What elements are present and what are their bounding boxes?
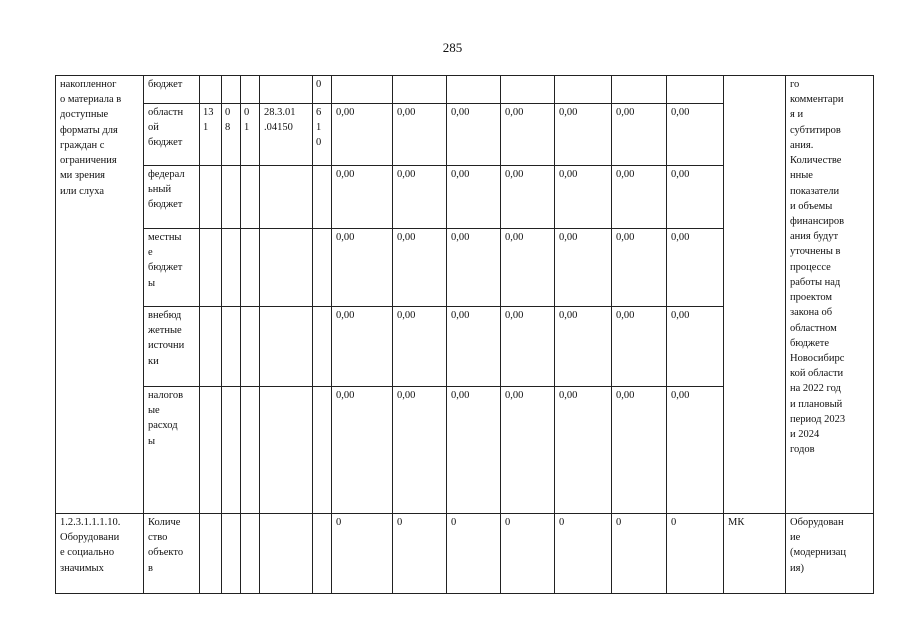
code-pr-cell	[241, 166, 260, 229]
value-cell	[667, 76, 724, 104]
value-cell: 0,00	[332, 307, 393, 387]
funding-source-cell: областн ой бюджет	[144, 104, 200, 166]
value-cell: 0,00	[612, 104, 667, 166]
code-pr-cell: 0 1	[241, 104, 260, 166]
code-grbs-cell	[200, 166, 222, 229]
value-cell: 0,00	[332, 387, 393, 514]
code-csr-cell	[260, 387, 313, 514]
value-cell: 0,00	[447, 229, 501, 307]
code-rz-cell	[222, 76, 241, 104]
value-cell: 0	[667, 514, 724, 594]
value-cell	[612, 76, 667, 104]
note-cell: го комментари я и субтитиров ания. Количестве нные показатели и объемы финансиров ания будут уточнены в процессе работы над проектом закона об областном бюджете Новосибирс кой области на 2022 год и плановый период 2023 и 2024 годов	[786, 76, 874, 514]
value-cell: 0,00	[555, 104, 612, 166]
code-grbs-cell: 13 1	[200, 104, 222, 166]
event-name-cell: 1.2.3.1.1.1.10. Оборудовани е социально значимых	[56, 514, 144, 594]
code-vr-cell	[313, 307, 332, 387]
value-cell: 0,00	[501, 307, 555, 387]
code-vr-cell: 0	[313, 76, 332, 104]
note-cell: Оборудован ие (модернизац ия)	[786, 514, 874, 594]
code-pr-cell	[241, 229, 260, 307]
code-vr-cell: 6 1 0	[313, 104, 332, 166]
value-cell: 0,00	[612, 387, 667, 514]
code-rz-cell	[222, 387, 241, 514]
value-cell	[447, 76, 501, 104]
value-cell: 0,00	[447, 166, 501, 229]
code-csr-cell	[260, 514, 313, 594]
code-csr-cell	[260, 229, 313, 307]
table-row	[56, 514, 874, 594]
funding-source-cell: федерал ьный бюджет	[144, 166, 200, 229]
value-cell: 0,00	[667, 104, 724, 166]
code-vr-cell	[313, 229, 332, 307]
value-cell: 0,00	[447, 104, 501, 166]
value-cell	[501, 76, 555, 104]
value-cell: 0,00	[447, 307, 501, 387]
value-cell: 0,00	[612, 307, 667, 387]
code-grbs-cell	[200, 229, 222, 307]
value-cell	[393, 76, 447, 104]
code-pr-cell	[241, 387, 260, 514]
value-cell: 0,00	[612, 229, 667, 307]
value-cell: 0,00	[447, 387, 501, 514]
code-pr-cell	[241, 307, 260, 387]
code-vr-cell	[313, 387, 332, 514]
value-cell: 0,00	[501, 166, 555, 229]
code-vr-cell	[313, 166, 332, 229]
value-cell: 0,00	[667, 307, 724, 387]
value-cell: 0	[501, 514, 555, 594]
value-cell	[555, 76, 612, 104]
executor-cell	[724, 76, 786, 514]
code-rz-cell	[222, 229, 241, 307]
value-cell: 0,00	[555, 166, 612, 229]
indicator-cell: Количе ство объекто в	[144, 514, 200, 594]
value-cell: 0,00	[332, 229, 393, 307]
value-cell: 0,00	[393, 307, 447, 387]
value-cell: 0,00	[555, 387, 612, 514]
code-csr-cell	[260, 307, 313, 387]
value-cell: 0,00	[612, 166, 667, 229]
value-cell: 0,00	[393, 387, 447, 514]
table-row	[56, 76, 874, 104]
value-cell: 0	[447, 514, 501, 594]
funding-source-cell: бюджет	[144, 76, 200, 104]
value-cell: 0,00	[332, 104, 393, 166]
funding-source-cell: местны е бюджет ы	[144, 229, 200, 307]
funding-source-cell: внебюд жетные источни ки	[144, 307, 200, 387]
code-pr-cell	[241, 76, 260, 104]
value-cell: 0,00	[393, 104, 447, 166]
code-rz-cell	[222, 307, 241, 387]
value-cell: 0	[393, 514, 447, 594]
code-csr-cell: 28.3.01 .04150	[260, 104, 313, 166]
code-csr-cell	[260, 76, 313, 104]
value-cell	[332, 76, 393, 104]
value-cell: 0,00	[501, 104, 555, 166]
value-cell: 0,00	[555, 229, 612, 307]
value-cell: 0,00	[667, 229, 724, 307]
value-cell: 0,00	[667, 387, 724, 514]
value-cell: 0,00	[501, 229, 555, 307]
code-grbs-cell	[200, 514, 222, 594]
code-csr-cell	[260, 166, 313, 229]
funding-source-cell: налогов ые расход ы	[144, 387, 200, 514]
executor-cell: МК	[724, 514, 786, 594]
value-cell: 0,00	[393, 229, 447, 307]
code-vr-cell	[313, 514, 332, 594]
value-cell: 0	[612, 514, 667, 594]
value-cell: 0	[332, 514, 393, 594]
code-grbs-cell	[200, 387, 222, 514]
code-rz-cell	[222, 166, 241, 229]
code-rz-cell	[222, 514, 241, 594]
value-cell: 0,00	[667, 166, 724, 229]
code-grbs-cell	[200, 76, 222, 104]
value-cell: 0,00	[555, 307, 612, 387]
value-cell: 0,00	[332, 166, 393, 229]
code-rz-cell: 0 8	[222, 104, 241, 166]
page-number: 285	[442, 40, 463, 55]
value-cell: 0,00	[501, 387, 555, 514]
code-grbs-cell	[200, 307, 222, 387]
event-name-cell: накопленног о материала в доступные форматы для граждан с ограничения ми зрения или слуха	[56, 76, 144, 514]
code-pr-cell	[241, 514, 260, 594]
value-cell: 0,00	[393, 166, 447, 229]
budget-table	[55, 75, 874, 594]
value-cell: 0	[555, 514, 612, 594]
